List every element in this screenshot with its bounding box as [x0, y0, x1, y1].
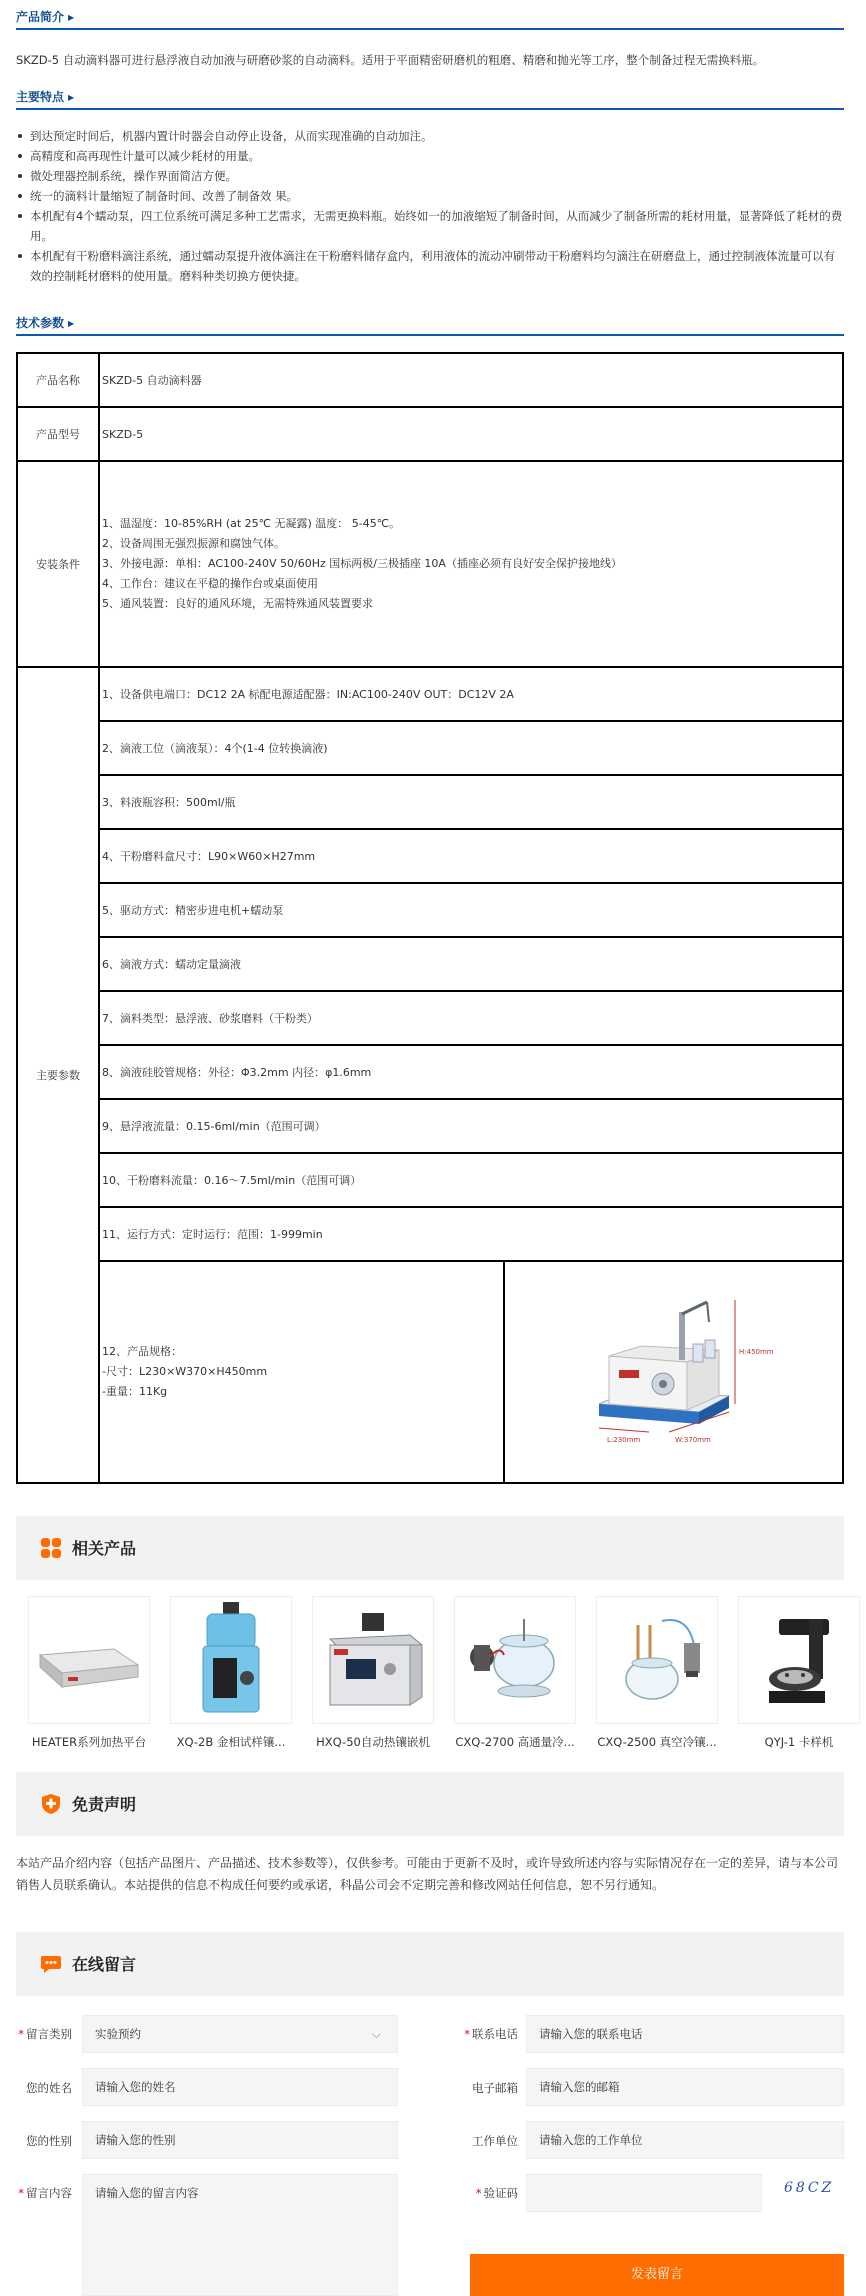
product-name[interactable]: HEATER系列加热平台: [31, 1735, 147, 1749]
product-name[interactable]: CXQ-2500 真空冷镶...: [597, 1735, 717, 1749]
feature-item: 本机配有干粉磨料滴注系统，通过蠕动泵提升液体滴注在干粉磨料储存盒内，利用液体的流动冲刷带动干粉磨料均匀滴注在研磨盘上，通过控制液体流量可以有效的控制耗材磨料的使用量。磨料种类切换方便快捷。: [16, 246, 846, 286]
chat-bubble-icon: [40, 1953, 62, 1975]
product-thumb[interactable]: [738, 1596, 860, 1724]
feature-item: 统一的滴料计量缩短了制备时间、改善了制备效 果。: [16, 186, 846, 206]
required-marker: *: [18, 2186, 24, 2200]
dispenser-drawing: [579, 1292, 774, 1452]
spec-main-row: 1、设备供电端口：DC12 2A 标配电源适配器：IN:AC100-240V OUT：DC12V 2A: [99, 667, 843, 721]
spec-main-row: 10、干粉磨料流量：0.16～7.5ml/min（范围可调）: [99, 1153, 843, 1207]
section-header-spec: [16, 314, 844, 336]
intro-text: SKZD-5 自动滴料器可进行悬浮液自动加液与研磨砂浆的自动滴料。适用于平面精密研磨机的粗磨、精磨和抛光等工序，整个制备过程无需换料瓶。: [16, 53, 765, 67]
dim-length-label: L:230mm: [606, 1436, 640, 1444]
category-select[interactable]: [82, 2015, 398, 2053]
product-thumb[interactable]: [28, 1596, 150, 1724]
captcha-input[interactable]: [526, 2174, 762, 2212]
product-card[interactable]: [738, 1596, 860, 1750]
required-marker: *: [475, 2186, 482, 2200]
content-label: * 留言内容: [18, 2186, 72, 2200]
shield-icon: [40, 1793, 62, 1815]
product-card[interactable]: [170, 1596, 292, 1750]
spec-main-row: 4、干粉磨料盒尺寸：L90×W60×H27mm: [99, 829, 843, 883]
section-title-intro: 产品简介: [16, 10, 65, 24]
product-thumb[interactable]: [170, 1596, 292, 1724]
company-input[interactable]: 请输入您的工作单位: [526, 2121, 844, 2159]
category-value: 实验预约: [95, 2027, 141, 2041]
gender-label: 您的性别: [26, 2134, 72, 2148]
spec-main-row: 9、悬浮液流量：0.15-6ml/min（范围可调）: [99, 1099, 843, 1153]
spec-key-env: 安装条件: [17, 461, 99, 667]
features-list: [16, 126, 846, 286]
captcha-label: * 验证码: [475, 2186, 518, 2200]
triangle-right-icon: ▶: [68, 93, 75, 102]
env-line: 5、通风装置：良好的通风环境，无需特殊通风装置要求: [102, 597, 373, 610]
spec-val-env: [99, 461, 843, 667]
feature-item: 本机配有4个蠕动泵，四工位系统可满足多种工艺需求，无需更换料瓶。始终如一的加液缩短了制备时间，从而减少了制备所需的耗材用量，显著降低了耗材的费用。: [16, 206, 846, 246]
size-line: 12、产品规格：: [102, 1345, 182, 1358]
dim-height-label: H:450mm: [738, 1348, 774, 1356]
spec-size-cell: [99, 1261, 504, 1483]
spec-main-row: 8、滴液硅胶管规格：外径：Φ3.2mm 内径：φ1.6mm: [99, 1045, 843, 1099]
product-image: [507, 1262, 840, 1482]
spec-main-row: 6、滴液方式：蠕动定量滴液: [99, 937, 843, 991]
spec-main-row: 7、滴料类型：悬浮液、砂浆磨料（干粉类）: [99, 991, 843, 1045]
spec-main-row: 3、料液瓶容积：500ml/瓶: [99, 775, 843, 829]
section-title-spec: 技术参数: [16, 316, 65, 330]
section-title-features: 主要特点: [16, 90, 65, 104]
mounting-press-image: [191, 1600, 271, 1720]
env-line: 1、温湿度：10-85%RH (at 25℃ 无凝露) 温度： 5-45℃。: [102, 517, 401, 530]
disclaimer-title: 免责声明: [72, 1795, 137, 1814]
spec-main-row: 5、驱动方式：精密步进电机+蠕动泵: [99, 883, 843, 937]
product-image-cell: [504, 1261, 843, 1483]
vacuum-mount-image: [602, 1605, 712, 1715]
disclaimer-header: [16, 1772, 844, 1836]
product-name[interactable]: QYJ-1 卡样机: [764, 1735, 834, 1749]
env-line: 4、工作台：建议在平稳的操作台或桌面使用: [102, 577, 318, 590]
spec-val-name: SKZD-5 自动滴料器: [99, 353, 843, 407]
spec-val-model: SKZD-5: [99, 407, 843, 461]
env-line: 2、设备周围无强烈振源和腐蚀气体。: [102, 537, 285, 550]
category-label: * 留言类别: [18, 2027, 72, 2041]
size-line: -重量：11Kg: [102, 1385, 168, 1398]
email-input[interactable]: 请输入您的邮箱: [526, 2068, 844, 2106]
product-name[interactable]: XQ-2B 金相试样镶...: [176, 1735, 286, 1749]
content-textarea[interactable]: 请输入您的留言内容: [82, 2174, 398, 2296]
product-card[interactable]: [28, 1596, 150, 1750]
spec-main-row: 11、运行方式：定时运行：范围：1-999min: [99, 1207, 843, 1261]
grid-icon: [40, 1537, 62, 1559]
product-thumb[interactable]: [454, 1596, 576, 1724]
captcha-image[interactable]: 68CZ: [784, 2180, 835, 2196]
product-card[interactable]: [596, 1596, 718, 1750]
feature-item: 高精度和高再现性计量可以减少耗材的用量。: [16, 146, 846, 166]
size-line: -尺寸：L230×W370×H450mm: [102, 1365, 268, 1378]
required-marker: *: [18, 2027, 24, 2041]
disclaimer-text: 本站产品介绍内容（包括产品图片、产品描述、技术参数等），仅供参考。可能由于更新不及时，或许导致所述内容与实际情况存在一定的差异，请与本公司销售人员联系确认。本站提供的信息不构成任何要约或承诺，科晶公司会不定期完善和修改网站任何信息，恕不另行通知。: [16, 1856, 839, 1892]
product-card[interactable]: [312, 1596, 434, 1750]
related-products-title: 相关产品: [72, 1539, 137, 1558]
product-name[interactable]: HXQ-50自动热镶嵌机: [316, 1735, 430, 1749]
sample-clamp-image: [749, 1605, 849, 1715]
triangle-right-icon: ▶: [68, 13, 75, 22]
spec-table: [16, 352, 844, 1484]
dim-width-label: W:370mm: [674, 1436, 711, 1444]
env-line: 3、外接电源：单相：AC100-240V 50/60Hz 国标两极/三极插座 10A（插座必须有良好安全保护接地线）: [102, 557, 622, 570]
company-label: 工作单位: [472, 2134, 518, 2148]
spec-key-main: 主要参数: [17, 667, 99, 1483]
spec-key-model: 产品型号: [17, 407, 99, 461]
triangle-right-icon: ▶: [68, 319, 75, 328]
phone-input[interactable]: 请输入您的联系电话: [526, 2015, 844, 2053]
product-name[interactable]: CXQ-2700 高通量冷...: [455, 1735, 575, 1749]
product-card[interactable]: [454, 1596, 576, 1750]
heater-image: [34, 1625, 144, 1695]
phone-label: * 联系电话: [464, 2027, 518, 2041]
gender-input[interactable]: 请输入您的性别: [82, 2121, 398, 2159]
hot-mount-image: [318, 1605, 428, 1715]
chevron-down-icon: ⌵: [371, 2027, 381, 2041]
section-header-features: [16, 88, 844, 110]
product-thumb[interactable]: [596, 1596, 718, 1724]
message-header: [16, 1932, 844, 1996]
spec-main-row: 2、滴液工位（滴液泵）：4个(1-4 位转换滴液): [99, 721, 843, 775]
related-products-header: [16, 1516, 844, 1580]
submit-button[interactable]: 发表留言: [470, 2254, 844, 2296]
required-marker: *: [464, 2027, 470, 2041]
feature-item: 微处理器控制系统，操作界面简洁方便。: [16, 166, 846, 186]
name-input[interactable]: 请输入您的姓名: [82, 2068, 398, 2106]
section-header-intro: [16, 8, 844, 30]
message-title: 在线留言: [72, 1955, 137, 1974]
email-label: 电子邮箱: [472, 2081, 518, 2095]
cold-mount-image: [460, 1605, 570, 1715]
related-products-list: [28, 1596, 844, 1756]
product-thumb[interactable]: [312, 1596, 434, 1724]
name-label: 您的姓名: [26, 2081, 72, 2095]
feature-item: 到达预定时间后，机器内置计时器会自动停止设备，从而实现准确的自动加注。: [16, 126, 846, 146]
spec-key-name: 产品名称: [17, 353, 99, 407]
